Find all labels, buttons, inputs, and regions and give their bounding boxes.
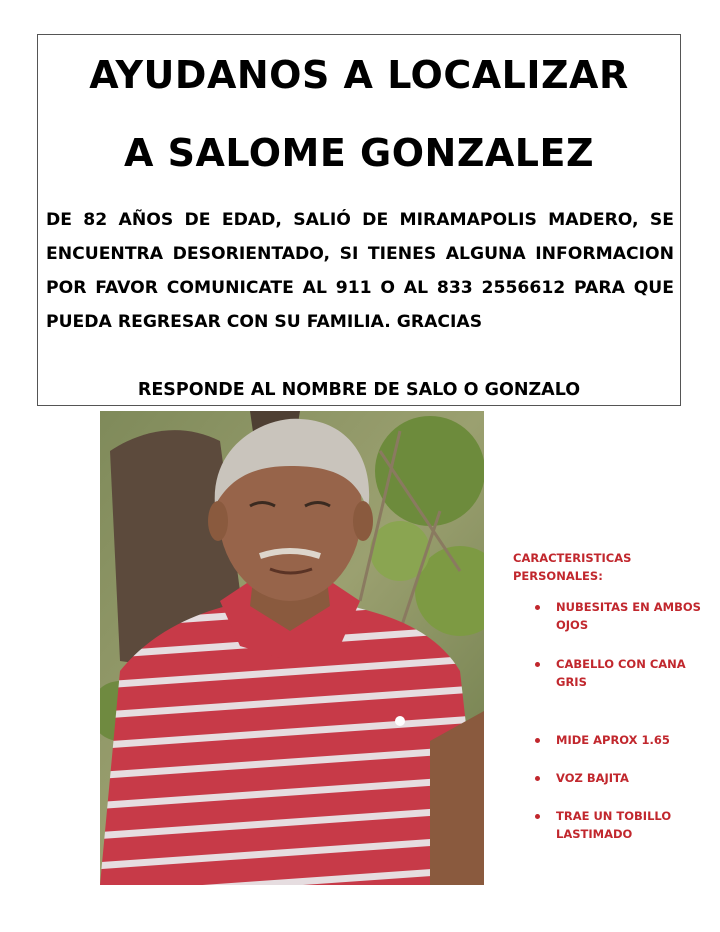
characteristic-text: TRAE UN TOBILLO LASTIMADO bbox=[556, 809, 672, 841]
personal-characteristics bbox=[513, 549, 703, 843]
characteristic-text: VOZ BAJITA bbox=[556, 771, 629, 785]
responds-to-name: RESPONDE AL NOMBRE DE SALO O GONZALO bbox=[137, 380, 581, 400]
description-text: DE 82 AÑOS DE EDAD, SALIÓ DE MIRAMAPOLIS MADERO, SE ENCUENTRA DESORIENTADO, SI TIENES ALGUNA INFORMACION POR FAVOR COMUNICATE AL 911 O AL 833 2556612 PARA QUE PUEDA REGRESAR CON SU FAMILIA. GRACIAS bbox=[46, 210, 674, 332]
list-item bbox=[513, 731, 703, 749]
characteristic-text: NUBESITAS EN AMBOS OJOS bbox=[556, 600, 701, 632]
bullet-icon bbox=[535, 738, 540, 743]
characteristics-list bbox=[513, 598, 703, 843]
bullet-icon bbox=[535, 814, 540, 819]
headline-line-1: AYUDANOS A LOCALIZAR bbox=[89, 53, 629, 97]
list-item bbox=[513, 769, 703, 787]
list-item bbox=[513, 598, 703, 636]
characteristic-text: CABELLO CON CANA GRIS bbox=[556, 657, 686, 689]
headline-line-2: A SALOME GONZALEZ bbox=[123, 131, 595, 175]
list-item bbox=[513, 655, 703, 693]
list-item bbox=[513, 807, 703, 843]
bullet-icon bbox=[535, 605, 540, 610]
bullet-icon bbox=[535, 776, 540, 781]
info-box bbox=[37, 34, 681, 406]
characteristic-text: MIDE APROX 1.65 bbox=[556, 733, 670, 747]
bullet-icon bbox=[535, 662, 540, 667]
missing-person-photo bbox=[100, 411, 484, 885]
characteristics-title: CARACTERISTICAS PERSONALES: bbox=[513, 551, 632, 583]
